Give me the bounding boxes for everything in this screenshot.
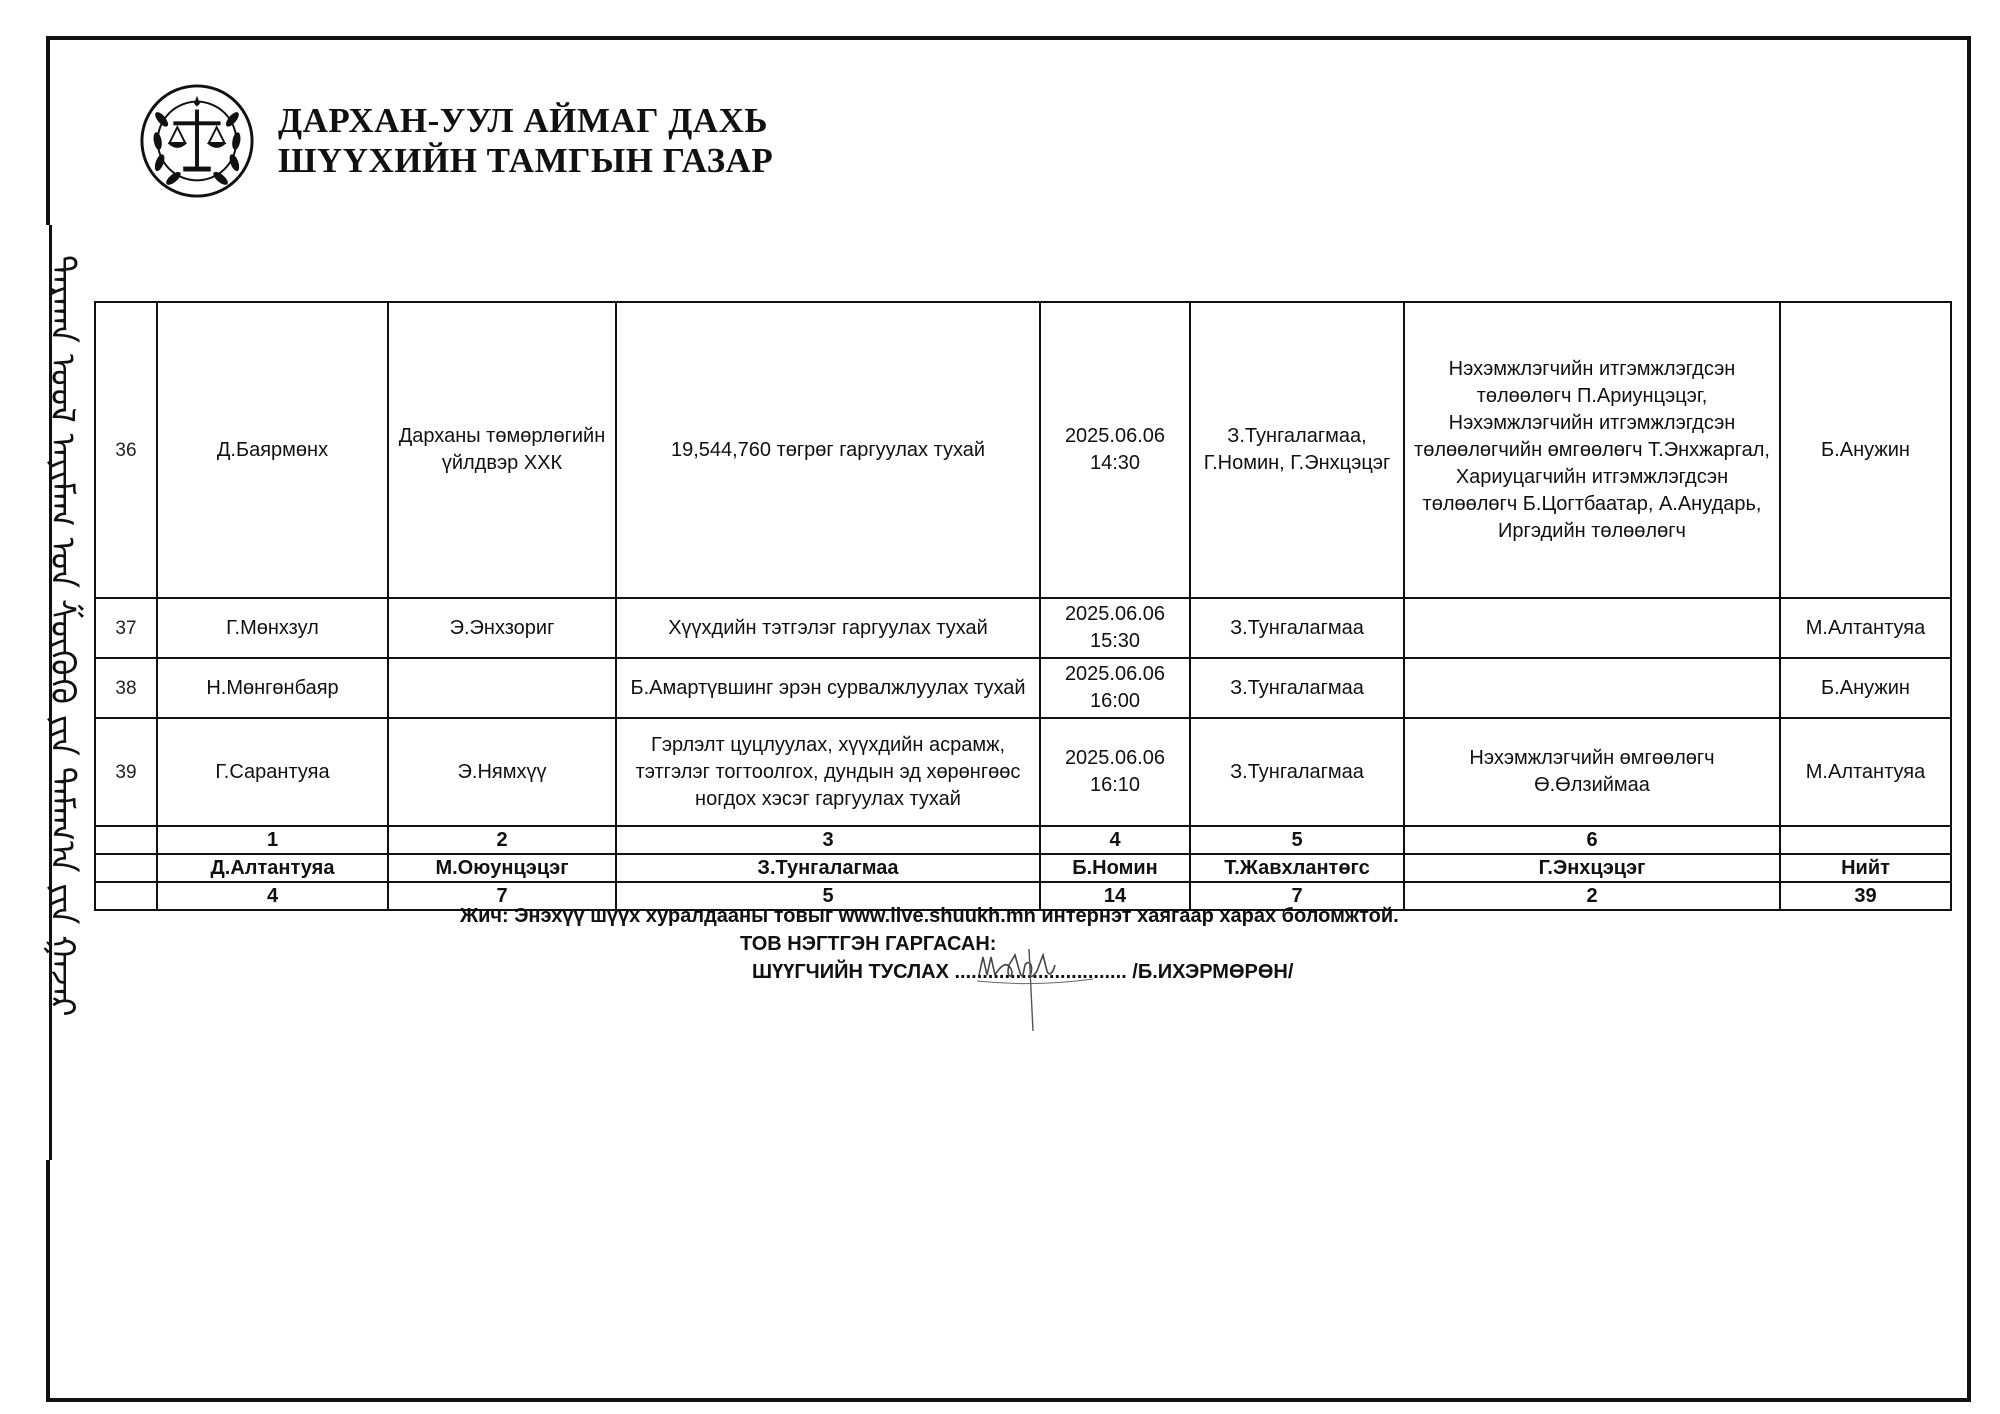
row-number: 37 [95, 598, 157, 658]
summary-index: 5 [1190, 826, 1404, 854]
summary-count: 2 [1404, 882, 1780, 910]
defendant-cell [388, 658, 616, 718]
summary-name-row [95, 854, 1951, 882]
hearing-date: 2025.06.06 [1064, 663, 1166, 685]
summary-judge-name: М.Оюунцэцэг [388, 854, 616, 882]
claim-cell: Б.Амартүвшинг эрэн сурвалжлуулах тухай [616, 658, 1040, 718]
summary-count: 14 [1040, 882, 1190, 910]
participants-cell: Нэхэмжлэгчийн итгэмжлэгдсэн төлөөлөгч П.Ариунцэцэг, Нэхэмжлэгчийн итгэмжлэгдсэн төлөөлөгчийн өмгөөлөгч Т.Энхжаргал, Хариуцагчийн итгэмжлэгдсэн төлөөлөгч Б.Цогтбаатар, А.Анударь, Иргэдийн төлөөлөгч [1404, 302, 1780, 598]
summary-spacer [95, 854, 157, 882]
court-name [278, 101, 773, 181]
plaintiff-cell: Г.Сарантуяа [157, 718, 388, 826]
summary-count: 7 [388, 882, 616, 910]
hearing-time: 14:30 [1089, 452, 1141, 474]
hearing-time: 15:30 [1089, 630, 1141, 652]
hearing-schedule-table [94, 301, 1952, 911]
summary-spacer [95, 826, 157, 854]
court-emblem-icon [138, 82, 256, 200]
table-row [95, 658, 1951, 718]
hearing-time: 16:00 [1089, 690, 1141, 712]
summary-index: 1 [157, 826, 388, 854]
summary-count: 5 [616, 882, 1040, 910]
summary-index: 4 [1040, 826, 1190, 854]
vertical-script-ribbon [22, 225, 82, 1160]
signer-name: /Б.ИХЭРМӨРӨН/ [1132, 961, 1294, 983]
claim-cell: Гэрлэлт цуцлуулах, хүүхдийн асрамж, тэтгэлэг тогтоолгох, дундын эд хөрөнгөөс ногдох хэсэг гаргуулах тухай [616, 718, 1040, 826]
signer-role: ШҮҮГЧИЙН ТУСЛАХ [752, 961, 949, 983]
clerk-cell: Б.Анужин [1780, 658, 1951, 718]
hearing-date: 2025.06.06 [1064, 425, 1166, 447]
hearing-date: 2025.06.06 [1064, 747, 1166, 769]
participants-cell: Нэхэмжлэгчийн өмгөөлөгч Ө.Өлзиймаа [1404, 718, 1780, 826]
signature-dots: ............................... [954, 961, 1127, 983]
datetime-cell [1040, 598, 1190, 658]
issued-by-heading: ТОВ НЭГТГЭН ГАРГАСАН: [740, 933, 997, 955]
summary-total-label: Нийт [1780, 854, 1951, 882]
row-number: 36 [95, 302, 157, 598]
summary-total-count: 39 [1780, 882, 1951, 910]
defendant-cell: Э.Нямхүү [388, 718, 616, 826]
row-number: 38 [95, 658, 157, 718]
handwritten-signature [975, 935, 1095, 1035]
mongol-script-text: ᠳᠠᠷᠬᠠᠨ ᠤᠤᠯ ᠠᠶᠢᠮᠠᠭ ᠤᠨ ᠱᠦᠭᠦᠬᠦ ᠶᠢᠨ ᠲᠠᠮᠠᠭ᠎ᠠ ᠶᠢᠨ ᠭᠠᠵᠠᠷ [42, 255, 82, 1017]
plaintiff-cell: Г.Мөнхзул [157, 598, 388, 658]
summary-index: 3 [616, 826, 1040, 854]
clerk-cell: М.Алтантуяа [1780, 718, 1951, 826]
summary-index: 2 [388, 826, 616, 854]
hearing-date: 2025.06.06 [1064, 603, 1166, 625]
footer-note: Жич: Энэхүү шүүх хуралдааны товыг www.live.shuukh.mn интернэт хаягаар харах боломжтой. [460, 905, 1399, 927]
datetime-cell [1040, 718, 1190, 826]
table-row [95, 718, 1951, 826]
summary-index-row [95, 826, 1951, 854]
summary-judge-name: Г.Энхцэцэг [1404, 854, 1780, 882]
summary-index [1780, 826, 1951, 854]
summary-spacer [95, 882, 157, 910]
summary-judge-name: Т.Жавхлантөгс [1190, 854, 1404, 882]
summary-count: 4 [157, 882, 388, 910]
datetime-cell [1040, 658, 1190, 718]
clerk-cell: Б.Анужин [1780, 302, 1951, 598]
defendant-cell: Дарханы төмөрлөгийн үйлдвэр ХХК [388, 302, 616, 598]
participants-cell [1404, 658, 1780, 718]
row-number: 39 [95, 718, 157, 826]
participants-cell [1404, 598, 1780, 658]
judges-cell: З.Тунгалагмаа [1190, 598, 1404, 658]
plaintiff-cell: Н.Мөнгөнбаяр [157, 658, 388, 718]
hearing-time: 16:10 [1089, 774, 1141, 796]
summary-index: 6 [1404, 826, 1780, 854]
table-row [95, 598, 1951, 658]
summary-judge-name: Б.Номин [1040, 854, 1190, 882]
court-name-line1: ДАРХАН-УУЛ АЙМАГ ДАХЬ [278, 101, 768, 140]
court-name-line2: ШҮҮХИЙН ТАМГЫН ГАЗАР [278, 141, 774, 180]
document-header [138, 82, 773, 200]
summary-judge-name: З.Тунгалагмаа [616, 854, 1040, 882]
table-row [95, 302, 1951, 598]
defendant-cell: Э.Энхзориг [388, 598, 616, 658]
judges-cell: З.Тунгалагмаа [1190, 658, 1404, 718]
summary-count: 7 [1190, 882, 1404, 910]
plaintiff-cell: Д.Баярмөнх [157, 302, 388, 598]
claim-cell: Хүүхдийн тэтгэлэг гаргуулах тухай [616, 598, 1040, 658]
datetime-cell [1040, 302, 1190, 598]
claim-cell: 19,544,760 төгрөг гаргуулах тухай [616, 302, 1040, 598]
judges-cell: З.Тунгалагмаа [1190, 718, 1404, 826]
clerk-cell: М.Алтантуяа [1780, 598, 1951, 658]
judges-cell: З.Тунгалагмаа, Г.Номин, Г.Энхцэцэг [1190, 302, 1404, 598]
summary-judge-name: Д.Алтантуяа [157, 854, 388, 882]
